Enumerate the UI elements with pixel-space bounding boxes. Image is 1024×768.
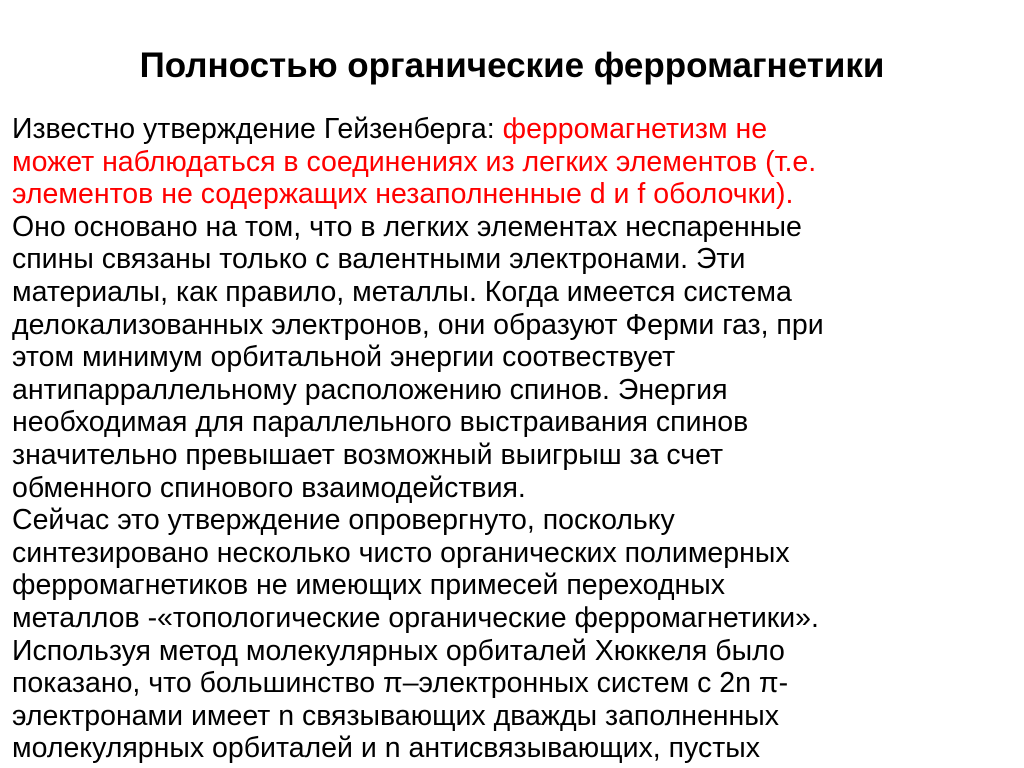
- body-text: ферромагнетиков не имеющих примесей переходных: [12, 569, 725, 602]
- body-text: Сейчас это утверждение опровергнуто, поскольку: [12, 504, 675, 537]
- body-text: синтезировано несколько чисто органических полимерных: [12, 536, 790, 569]
- body-text: показано, что большинство π–электронных систем с 2n π-: [12, 667, 789, 700]
- body-text: молекулярных орбиталей и n антисвязывающих, пустых: [12, 732, 760, 765]
- text-line: [12, 243, 1017, 276]
- text-line: [12, 472, 1017, 505]
- highlighted-text: ферромагнетизм не: [502, 113, 768, 145]
- text-line: [12, 113, 1017, 146]
- text-line: [12, 439, 1017, 472]
- body-text: антипарраллельному расположению спинов. Энергия: [12, 373, 728, 406]
- text-line: [12, 732, 1017, 765]
- highlighted-text: может наблюдаться в соединениях из легких элементов (т.е.: [12, 145, 817, 178]
- body-text: электронами имеет n связывающих дважды заполненных: [12, 699, 780, 732]
- text-line: [12, 276, 1017, 309]
- body-text: обменного спинового взаимодействия.: [12, 471, 526, 504]
- text-line: [12, 569, 1017, 602]
- text-line: [12, 374, 1017, 407]
- body-text: Известно утверждение Гейзенберга:: [12, 113, 503, 145]
- slide-body-text: [12, 113, 1017, 765]
- text-line: [12, 504, 1017, 537]
- text-line: [12, 537, 1017, 570]
- text-line: [12, 341, 1017, 374]
- text-line: [12, 667, 1017, 700]
- body-text: спины связаны только с валентными электронами. Эти: [12, 243, 746, 276]
- text-line: [12, 700, 1017, 733]
- body-text: материалы, как правило, металлы. Когда имеется система: [12, 275, 792, 308]
- body-text: делокализованных электронов, они образуют Ферми газ, при: [12, 308, 824, 341]
- text-line: [12, 635, 1017, 668]
- text-line: [12, 309, 1017, 342]
- body-text: этом минимум орбитальной энергии соотвествует: [12, 341, 676, 374]
- text-line: [12, 602, 1017, 635]
- body-text: Оно основано на том, что в легких элементах неспаренные: [12, 210, 802, 243]
- text-line: [12, 211, 1017, 244]
- body-text: значительно превышает возможный выигрыш за счет: [12, 438, 724, 471]
- body-text: Используя метод молекулярных орбиталей Хюккеля было: [12, 634, 785, 667]
- text-line: [12, 406, 1017, 439]
- body-text: металлов -«топологические органические ферромагнетики».: [12, 601, 819, 634]
- highlighted-text: элементов не содержащих незаполненные d и f оболочки).: [12, 178, 794, 211]
- slide-title: Полностью органические ферромагнетики: [139, 46, 885, 85]
- body-text: необходимая для параллельного выстраивания спинов: [12, 406, 749, 439]
- text-line: [12, 146, 1017, 179]
- text-line: [12, 178, 1017, 211]
